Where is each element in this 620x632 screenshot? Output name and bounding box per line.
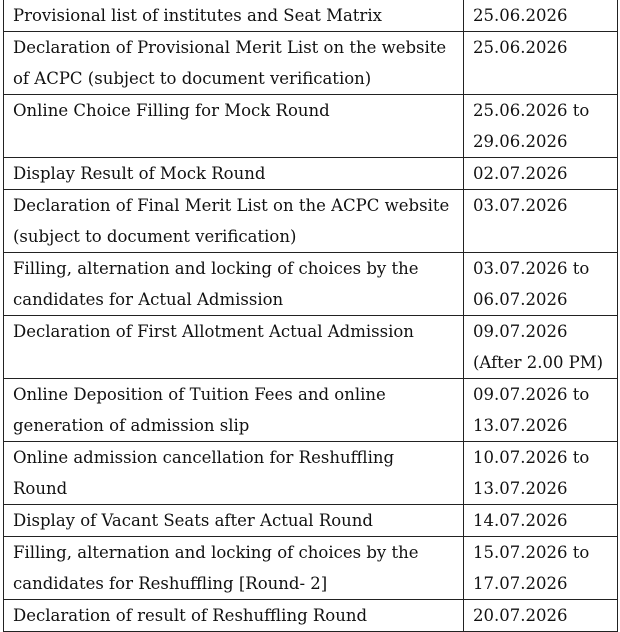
event-text: (subject to document verification) xyxy=(13,227,297,246)
table-row xyxy=(4,190,618,253)
date-cell xyxy=(464,316,618,379)
date-text: 25.06.2026 to xyxy=(473,101,590,120)
table-row xyxy=(4,32,618,95)
table-row xyxy=(4,379,618,442)
date-cell xyxy=(464,253,618,316)
date-cell xyxy=(464,537,618,600)
table-row xyxy=(4,316,618,379)
table-row xyxy=(4,0,618,32)
event-cell xyxy=(4,379,464,442)
event-text: generation of admission slip xyxy=(13,416,250,435)
date-text: 25.06.2026 xyxy=(473,6,568,25)
date-cell xyxy=(464,379,618,442)
event-cell xyxy=(4,253,464,316)
date-text: 29.06.2026 xyxy=(473,132,568,151)
table-row xyxy=(4,505,618,537)
date-text: 13.07.2026 xyxy=(473,479,568,498)
event-cell xyxy=(4,190,464,253)
event-text: Display Result of Mock Round xyxy=(13,164,266,183)
table-row xyxy=(4,158,618,190)
date-text: 03.07.2026 to xyxy=(473,259,590,278)
event-text: candidates for Actual Admission xyxy=(13,290,284,309)
date-cell xyxy=(464,190,618,253)
date-text: 14.07.2026 xyxy=(473,511,568,530)
date-text: 09.07.2026 xyxy=(473,322,568,341)
date-cell xyxy=(464,442,618,505)
event-text: of ACPC (subject to document verification) xyxy=(13,69,372,88)
event-text: Display of Vacant Seats after Actual Round xyxy=(13,511,373,530)
date-text: (After 2.00 PM) xyxy=(473,353,604,372)
event-cell xyxy=(4,505,464,537)
date-cell xyxy=(464,600,618,632)
event-cell xyxy=(4,600,464,632)
event-text: Filling, alternation and locking of choices by the xyxy=(13,543,419,562)
date-text: 25.06.2026 xyxy=(473,38,568,57)
date-text: 10.07.2026 to xyxy=(473,448,590,467)
date-text: 13.07.2026 xyxy=(473,416,568,435)
event-cell xyxy=(4,158,464,190)
event-cell xyxy=(4,316,464,379)
schedule-table xyxy=(3,0,618,632)
event-text: Round xyxy=(13,479,68,498)
table-row xyxy=(4,442,618,505)
event-cell xyxy=(4,0,464,32)
event-text: Declaration of Provisional Merit List on the website xyxy=(13,38,447,57)
event-text: Provisional list of institutes and Seat Matrix xyxy=(13,6,382,25)
event-text: Online Choice Filling for Mock Round xyxy=(13,101,330,120)
event-cell xyxy=(4,32,464,95)
event-text: Declaration of First Allotment Actual Admission xyxy=(13,322,414,341)
event-text: candidates for Reshuffling [Round- 2] xyxy=(13,574,328,593)
date-text: 06.07.2026 xyxy=(473,290,568,309)
date-cell xyxy=(464,95,618,158)
date-text: 02.07.2026 xyxy=(473,164,568,183)
date-cell xyxy=(464,32,618,95)
date-text: 15.07.2026 to xyxy=(473,543,590,562)
table-row xyxy=(4,537,618,600)
date-cell xyxy=(464,0,618,32)
event-cell xyxy=(4,95,464,158)
date-text: 17.07.2026 xyxy=(473,574,568,593)
event-text: Filling, alternation and locking of choices by the xyxy=(13,259,419,278)
event-cell xyxy=(4,442,464,505)
date-text: 09.07.2026 to xyxy=(473,385,590,404)
event-text: Online Deposition of Tuition Fees and online xyxy=(13,385,386,404)
date-text: 20.07.2026 xyxy=(473,606,568,625)
table-row xyxy=(4,95,618,158)
table-row xyxy=(4,253,618,316)
date-cell xyxy=(464,158,618,190)
table-row xyxy=(4,600,618,632)
event-cell xyxy=(4,537,464,600)
event-text: Declaration of result of Reshuffling Round xyxy=(13,606,368,625)
event-text: Declaration of Final Merit List on the ACPC website xyxy=(13,196,450,215)
date-text: 03.07.2026 xyxy=(473,196,568,215)
date-cell xyxy=(464,505,618,537)
event-text: Online admission cancellation for Reshuffling xyxy=(13,448,395,467)
